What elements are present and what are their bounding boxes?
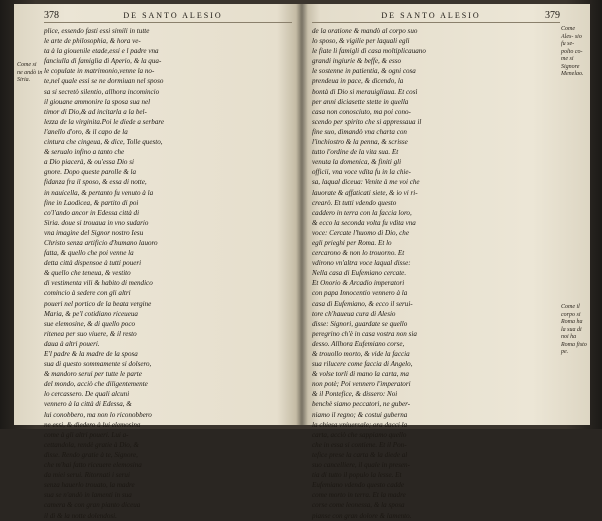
text-line: lo cercassero. De quali alcuni [44,390,130,399]
text-line: suo cancelliere, il quale in presen- [312,461,410,470]
text-line: le copulate in matrimonio,venne la no- [44,67,155,76]
text-line: Nella casa di Eufemiano cercate. [312,269,407,278]
left-running-head [44,10,292,23]
right-running-title: DE SANTO ALESIO [381,11,481,20]
text-line: tutto l'ordine de la vita sua. Et [312,148,399,157]
text-line: lezza de la virginita.Poi le diede a serbare [44,117,165,126]
text-line: ne essi, & diedero à lui elemosina [44,420,141,429]
text-line: Siria. doue si trouaua in vno sudario [44,218,149,227]
text-line: l'anello d'oro, & il capo de la [44,127,128,136]
text-line: il giouane ammonire la sposa sua nel [44,97,151,106]
text-line: Christo senza artificio d'humano lauoro [44,238,158,247]
text-line: il di & la notte dolendosi. [44,511,117,520]
text-line: cettandola, rendè gratie à Dio, & [44,440,139,449]
text-line: fine suo, dimandò vna charta con [312,127,407,136]
text-line: & quello che teneua, & vestito [44,269,131,278]
text-line: del mondo, acciò che diligentemente [44,380,148,389]
text-line: te,nel quale essi se ne dormiuan nel sposo [44,77,164,86]
text-line: da miei serui. Ritornati i serui [44,471,130,480]
text-line: Et Onorio & Arcadio imperatori [312,279,405,288]
text-line: casa non conosciuto, ma poi cono- [312,107,411,116]
text-line: niamo il regno; & costui guberna [312,410,408,419]
text-line: desso. Allhora Eufemiano corse, [312,339,405,348]
left-body-text [44,26,292,521]
text-line: ta à la giouenile etade,essi e l padre vna [44,47,159,56]
text-line: gnore. Dopo queste parolle & la [44,168,137,177]
right-margin-note-2: Come Ales- sio fu se- polto co- me si Signore Menelao. [561,26,584,77]
text-line: senza hauerlo trouato, la madre [44,481,135,490]
text-line: tefice prese la carta & la diede al [312,450,408,459]
text-line: fine in Laodicea, & partito di poi [44,198,139,207]
text-line: prendeua in pace, & dicendo, la [312,77,404,86]
text-line: peregrino ch'è in casa vostra non sia [312,329,417,338]
text-line: daua à altri poueri. [44,339,100,348]
text-line: de la oratione & mandò al corpo suo [312,27,418,35]
text-line: comincio à sedere con gli altri [44,289,131,298]
text-line: di vestimenta vili & habito di mendico [44,279,153,288]
right-page-number: 379 [545,10,560,21]
text-line: disse: Signori, guardate se quello [312,319,408,328]
text-line: le fiate li famigli di casa moltiplicauano [312,47,426,56]
text-line: sua se n'andò in lamenti in sua [44,491,132,500]
text-line: la chiesa vniuersale; ora dacci la [312,420,408,429]
text-line: & il Pontefice, & dissero: Noi [312,390,398,399]
text-line: sa si secretò silentio, allhora incomincio [44,87,160,96]
text-line: carta, acciò che sappiamo quello [312,430,407,439]
text-line: con papa Innocentio vennero à la [312,289,408,298]
right-running-head [312,10,560,23]
left-running-title: DE SANTO ALESIO [123,11,223,20]
text-line: caddero in terra con la faccia loro, [312,208,412,217]
text-line: sua rilucere come faccia di Angelo, [312,360,413,369]
text-line: le arte de philosophia, & hora ve- [44,37,141,46]
text-line: fidanza fra il sposo, & essa di notte, [44,178,147,187]
text-line: vennero à la città di Edessa, & [44,400,132,409]
text-line: a Dio piacerà, & ou'essa Dio si [44,158,134,167]
text-line: detta città dispensoe à tutti poueri [44,259,142,268]
text-line: & volse torli di mano la carta, ma [312,370,409,379]
text-line: & mandoro serui per tutte le parte [44,370,142,379]
text-line: benchè siamo peccatori, ne guber- [312,400,411,409]
left-page-number: 378 [44,10,59,21]
text-line: scendo per spirito che si appressaua il [312,117,422,126]
left-page [14,4,300,520]
text-line: in nauicella, & pertanto fu venuto à la [44,188,154,197]
right-body-text [312,26,560,521]
text-line: & ecco la seconda volta fu vdita vna [312,218,416,227]
text-line: camera & con gran pianto diceua [44,501,141,510]
text-line: vna imagine del Signor nostro Iesu [44,228,144,237]
text-line: che in essa si contiene. Et il Pon- [312,440,407,449]
text-line: che m'hai fatto riceuere elemosina [44,461,142,470]
text-line: fatta, & quello che poi venne la [44,249,134,258]
text-line: sa, laqual diceua: Venite à me voi che [312,178,420,187]
text-line: poueri nel portico de la beata vergine [44,299,152,308]
text-line: plice, essendo fasti essi simili in tutte [44,27,150,35]
text-line: pianse con gran dolore & lamento. [312,511,412,520]
text-line: & trouollo morto, & vide la faccia [312,350,410,358]
text-line: egli prieghi per Roma. Et lo [312,238,392,247]
text-line: cercarono & non lo trouorno. Et [312,249,405,258]
text-line: & serualo infino a tanto che [44,148,125,157]
text-line: come à gli altri poueri. Lui a- [44,430,129,439]
text-line: tia di tutto il populo la lesse. Et [312,471,402,480]
text-line: officii, vna voce vdita fu in la chie- [312,168,411,177]
text-line: lauorate & affaticati siete, & io vi ri- [312,188,418,197]
right-page [300,4,590,520]
text-line: voce: Cercate l'huomo di Dio, che [312,228,409,237]
text-line: lo sposo, & vigilie per laquali egli [312,37,410,46]
text-line: tore ch'haueua cura di Alesio [312,309,396,318]
text-line: venuta la domenica, & finiti gli [312,158,402,167]
text-line: timor di Dio,& ad incitarla a la bel- [44,107,147,116]
text-line: cintura che cingeua, & dice, Tolle questo, [44,138,163,147]
text-line: bontà di Dio si merauigliaua. Et così [312,87,418,96]
text-line: Maria, & pe'l cotidiano riceueua [44,309,138,318]
text-line: sua di questo sommamente si dolsero, [44,360,152,369]
text-line: crearò. Et tutti vdendo questo [312,198,397,207]
text-line: per anni diciasette stette in quella [312,97,409,106]
text-line: come morto in terra. Et la madre [312,491,406,500]
text-line: grandi ingiurie & beffe, & esso [312,57,402,66]
text-line: non potè; Poi vennero l'imperatori [312,380,411,389]
text-line: casa di Eufemiano, & ecco il serui- [312,299,413,308]
text-line: ritenea per suo viuere, & il resto [44,329,137,338]
text-line: le sostenne in patientia, & ogni cosa [312,67,416,76]
text-line: lui conobbero, ma non lo riconobbero [44,410,152,419]
right-margin-note-1: Come il corpo si Roma ha la sua di noi ha Roma fisto pe. [561,304,587,355]
text-line: l'inchiostro & la penna, & scrisse [312,138,408,147]
text-line: E'l padre & la madre de la sposa [44,350,138,358]
text-line: sue elemosine, & di quello poco [44,319,136,328]
text-line: vdirono vn'altra voce laqual disse: [312,259,411,268]
text-line: co'l'ando ancor in Edessa città di [44,208,140,217]
text-line: fanciulla di famiglia di Aperio, & la qua- [44,57,162,66]
book-spread [14,4,590,520]
text-line: corse come leonessa, & la sposa [312,501,405,510]
left-margin-note: Come si ne andò in Siria. [17,62,43,83]
text-line: disse. Rendo gratie à te, Signore, [44,450,138,459]
text-line: Eufemiano vdendo questo cadde [312,481,404,490]
